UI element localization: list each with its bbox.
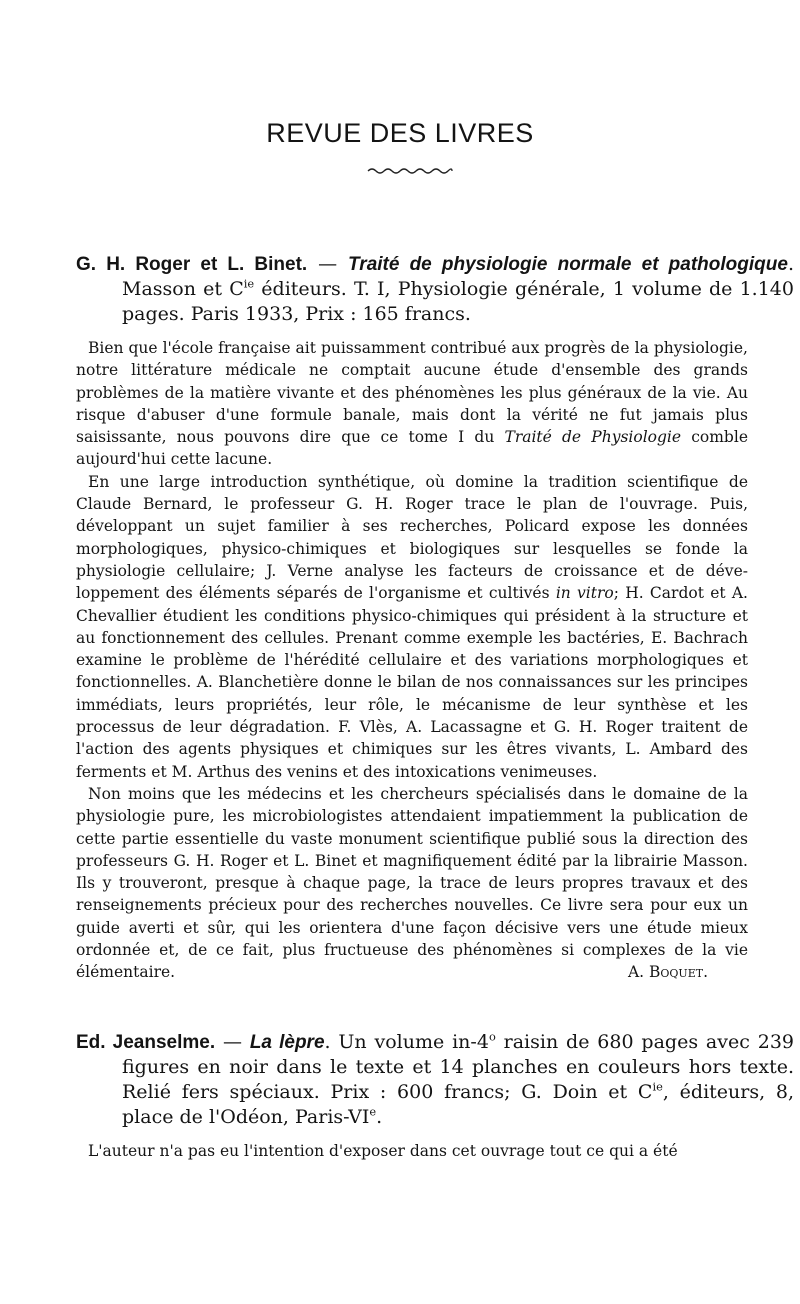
entry1-dash: — (307, 253, 349, 275)
entry1-paragraph-1 (76, 337, 748, 471)
entry1-authors: G. H. Roger et L. Binet. (76, 254, 308, 275)
entry2-paragraph-1: L'auteur n'a pas eu l'intention d'exposer dans cet ouvrage tout ce qui a été (88, 1142, 678, 1160)
entry1-p2-text-b: ; H. Cardot et A. Chevallier étudient les conditions physico-chimiques qui président à la structure et au fonctionnement des cellules. Prenant comme exemple les bactéries, E. Bachrach examine le problème de l'hérédité cellulaire et des variations morphologiques et fonctionnelles. A. Blanchetière donne le bilan de nos connaissances sur les principes immédiats, leurs propriétés, leur rôle, le mécanisme de leur synthèse et les processus de leur dégradation. F. Vlès, A. Lacassagne et G. H. Roger traitent de l'action des agents physiques et chimiques sur les êtres vivants, L. Ambard des ferments et M. Arthus des venins et des intoxications venimeuses. (76, 584, 748, 781)
entry1-p2-text-a: En une large introduction synthétique, où domine la tradition scientifique de Claude Bernard, le professeur G. H. Roger trace le plan de l'ouvrage. Puis, développant un sujet familier à ses recherches, Policard expose les données morphologiques, physico-chimiques et biologiques sur lesquelles se fonde la physiologie cellulaire; J. Verne analyse les facteurs de croissance et de développement des éléments séparés de l'organisme et cultivés (76, 472, 748, 603)
entry2-publisher-sup-2: ie (652, 1079, 663, 1094)
entry2-publisher-a: . Un volume in-4 (324, 1031, 489, 1053)
entry1-review (76, 337, 748, 984)
entry1-p2-emphasis: in vitro (555, 584, 614, 603)
entry2-heading (76, 1030, 794, 1130)
entry2-publisher-sup-1: o (488, 1029, 496, 1044)
page-title: REVUE DES LIVRES (266, 118, 534, 148)
entry1-publisher-sup: ie (243, 276, 255, 291)
entry1-heading (76, 252, 794, 327)
entry1-book-title: Traité de physiologie normale et pathologique (348, 254, 788, 275)
entry2-publisher-c: , éditeurs, 8, place de l'Odéon, Paris-VI (122, 1081, 795, 1128)
entry2-publisher-b: raisin de 680 pages avec 239 figures en noir dans le texte et 14 planches en couleurs hors texte. Relié fers spéciaux. Prix : 600 francs; G. Doin et C (122, 1031, 794, 1103)
entry2-publisher-sup-3: e (369, 1104, 377, 1119)
entry2-authors: Ed. Jeanselme. (76, 1032, 216, 1053)
entry2-publisher-d: . (376, 1106, 383, 1128)
entry1-p3-text: Non moins que les médecins et les chercheurs spécialisés dans le domaine de la physiologie pure, les microbiologistes attendaient impatiemment la publication de cette partie essentielle du vaste monument scientifique publié sous la direction des professeurs G. H. Roger et L. Binet et magnifiquement édité par la librairie Masson. Ils y trouveront, presque à chaque page, la trace de leurs propres travaux et des renseignements précieux pour des recherches nouvelles. Ce livre sera pour eux un guide averti et sûr, qui les orientera d'une façon décisive vers une étude mieux ordonnée et, de ce fait, plus fructueuse des phénomènes si complexes de la vie élémentaire. (76, 784, 748, 982)
ornament-divider (366, 166, 454, 176)
entry1-p1-text-b: comble aujourd'hui cette lacune. (76, 428, 748, 469)
entry1-p1-emphasis: Traité de Physiologie (504, 428, 682, 447)
entry1-paragraph-2 (76, 471, 748, 783)
entry2-dash: — (215, 1031, 250, 1053)
reviewer-signature: A. Boquet. (627, 963, 708, 982)
entry2-review (76, 1140, 748, 1162)
entry1-paragraph-3 (76, 783, 748, 984)
entry1-publisher-b: éditeurs. T. I, Physiologie générale, 1 volume de 1.140 pages. Paris 1933, Prix : 165 francs. (122, 278, 794, 325)
entry2-book-title: La lèpre (249, 1032, 325, 1053)
entry1-publisher-a: . Masson et C (122, 253, 794, 300)
entry1-p1-text-a: Bien que l'école française ait puissamment contribué aux progrès de la physiologie, notre littérature médicale ne comptait aucune étude d'ensemble des grands problèmes de la matière vivante et des phénomènes les plus généraux de la vie. Au risque d'abuser d'une formule banale, mais dont la vérité ne fut jamais plus saisissante, nous pouvons dire que ce tome I du (76, 339, 748, 447)
